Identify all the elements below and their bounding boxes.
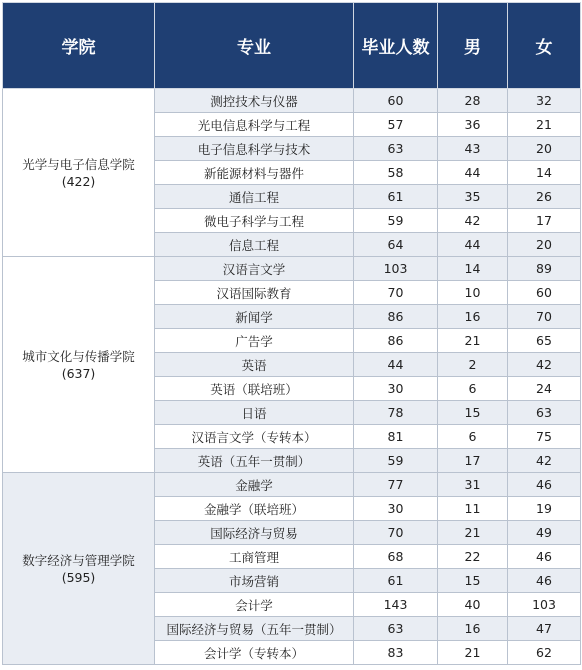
college-name: 光学与电子信息学院	[22, 156, 135, 172]
male-cell: 35	[438, 185, 508, 209]
graduates-cell: 78	[354, 401, 438, 425]
graduates-cell: 60	[354, 89, 438, 113]
college-name: 数字经济与管理学院	[22, 552, 135, 568]
major-cell: 会计学	[155, 593, 354, 617]
male-cell: 21	[438, 521, 508, 545]
major-cell: 信息工程	[155, 233, 354, 257]
graduates-cell: 143	[354, 593, 438, 617]
graduates-cell: 58	[354, 161, 438, 185]
major-cell: 日语	[155, 401, 354, 425]
graduates-cell: 64	[354, 233, 438, 257]
male-cell: 44	[438, 161, 508, 185]
male-cell: 2	[438, 353, 508, 377]
male-cell: 31	[438, 473, 508, 497]
male-cell: 15	[438, 569, 508, 593]
table-row	[3, 89, 581, 113]
college-total: (595)	[61, 569, 96, 585]
male-cell: 40	[438, 593, 508, 617]
college-total: (637)	[61, 365, 96, 381]
female-cell: 26	[508, 185, 581, 209]
graduates-cell: 61	[354, 185, 438, 209]
header-row	[3, 3, 581, 89]
male-cell: 21	[438, 641, 508, 665]
major-cell: 会计学（专转本）	[155, 641, 354, 665]
male-cell: 17	[438, 449, 508, 473]
header-graduates: 毕业人数	[354, 3, 438, 89]
graduates-cell: 77	[354, 473, 438, 497]
graduates-cell: 30	[354, 377, 438, 401]
male-cell: 44	[438, 233, 508, 257]
female-cell: 63	[508, 401, 581, 425]
male-cell: 16	[438, 305, 508, 329]
female-cell: 20	[508, 233, 581, 257]
female-cell: 89	[508, 257, 581, 281]
college-name: 城市文化与传播学院	[22, 348, 135, 364]
major-cell: 国际经济与贸易	[155, 521, 354, 545]
male-cell: 43	[438, 137, 508, 161]
major-cell: 汉语言文学	[155, 257, 354, 281]
major-cell: 英语（五年一贯制）	[155, 449, 354, 473]
graduates-cell: 83	[354, 641, 438, 665]
male-cell: 28	[438, 89, 508, 113]
header-college: 学院	[3, 3, 155, 89]
major-cell: 测控技术与仪器	[155, 89, 354, 113]
male-cell: 6	[438, 377, 508, 401]
graduates-cell: 59	[354, 449, 438, 473]
male-cell: 36	[438, 113, 508, 137]
major-cell: 广告学	[155, 329, 354, 353]
graduates-cell: 63	[354, 617, 438, 641]
female-cell: 46	[508, 545, 581, 569]
table-body	[3, 89, 581, 665]
graduates-cell: 63	[354, 137, 438, 161]
female-cell: 46	[508, 473, 581, 497]
female-cell: 70	[508, 305, 581, 329]
major-cell: 汉语言文学（专转本）	[155, 425, 354, 449]
female-cell: 60	[508, 281, 581, 305]
header-male: 男	[438, 3, 508, 89]
major-cell: 金融学（联培班）	[155, 497, 354, 521]
male-cell: 11	[438, 497, 508, 521]
college-cell	[3, 257, 155, 473]
female-cell: 103	[508, 593, 581, 617]
header-female: 女	[508, 3, 581, 89]
male-cell: 6	[438, 425, 508, 449]
major-cell: 工商管理	[155, 545, 354, 569]
female-cell: 32	[508, 89, 581, 113]
female-cell: 62	[508, 641, 581, 665]
graduates-cell: 68	[354, 545, 438, 569]
female-cell: 42	[508, 449, 581, 473]
graduates-cell: 57	[354, 113, 438, 137]
female-cell: 75	[508, 425, 581, 449]
female-cell: 49	[508, 521, 581, 545]
graduates-cell: 44	[354, 353, 438, 377]
major-cell: 微电子科学与工程	[155, 209, 354, 233]
male-cell: 14	[438, 257, 508, 281]
table-row	[3, 257, 581, 281]
male-cell: 22	[438, 545, 508, 569]
college-cell	[3, 89, 155, 257]
major-cell: 英语（联培班）	[155, 377, 354, 401]
male-cell: 15	[438, 401, 508, 425]
graduates-table	[2, 2, 581, 665]
male-cell: 21	[438, 329, 508, 353]
female-cell: 21	[508, 113, 581, 137]
graduates-cell: 59	[354, 209, 438, 233]
graduates-cell: 103	[354, 257, 438, 281]
graduates-cell: 86	[354, 305, 438, 329]
college-cell	[3, 473, 155, 665]
female-cell: 42	[508, 353, 581, 377]
college-total: (422)	[61, 173, 96, 189]
major-cell: 光电信息科学与工程	[155, 113, 354, 137]
graduates-cell: 86	[354, 329, 438, 353]
male-cell: 10	[438, 281, 508, 305]
major-cell: 英语	[155, 353, 354, 377]
male-cell: 16	[438, 617, 508, 641]
female-cell: 19	[508, 497, 581, 521]
major-cell: 电子信息科学与技术	[155, 137, 354, 161]
female-cell: 14	[508, 161, 581, 185]
major-cell: 国际经济与贸易（五年一贯制）	[155, 617, 354, 641]
graduates-cell: 30	[354, 497, 438, 521]
female-cell: 47	[508, 617, 581, 641]
major-cell: 新闻学	[155, 305, 354, 329]
major-cell: 新能源材料与器件	[155, 161, 354, 185]
female-cell: 17	[508, 209, 581, 233]
major-cell: 金融学	[155, 473, 354, 497]
major-cell: 市场营销	[155, 569, 354, 593]
major-cell: 汉语国际教育	[155, 281, 354, 305]
table-row	[3, 473, 581, 497]
female-cell: 20	[508, 137, 581, 161]
female-cell: 46	[508, 569, 581, 593]
graduates-cell: 81	[354, 425, 438, 449]
graduates-cell: 70	[354, 521, 438, 545]
graduates-cell: 61	[354, 569, 438, 593]
graduates-cell: 70	[354, 281, 438, 305]
male-cell: 42	[438, 209, 508, 233]
female-cell: 24	[508, 377, 581, 401]
header-major: 专业	[155, 3, 354, 89]
female-cell: 65	[508, 329, 581, 353]
major-cell: 通信工程	[155, 185, 354, 209]
